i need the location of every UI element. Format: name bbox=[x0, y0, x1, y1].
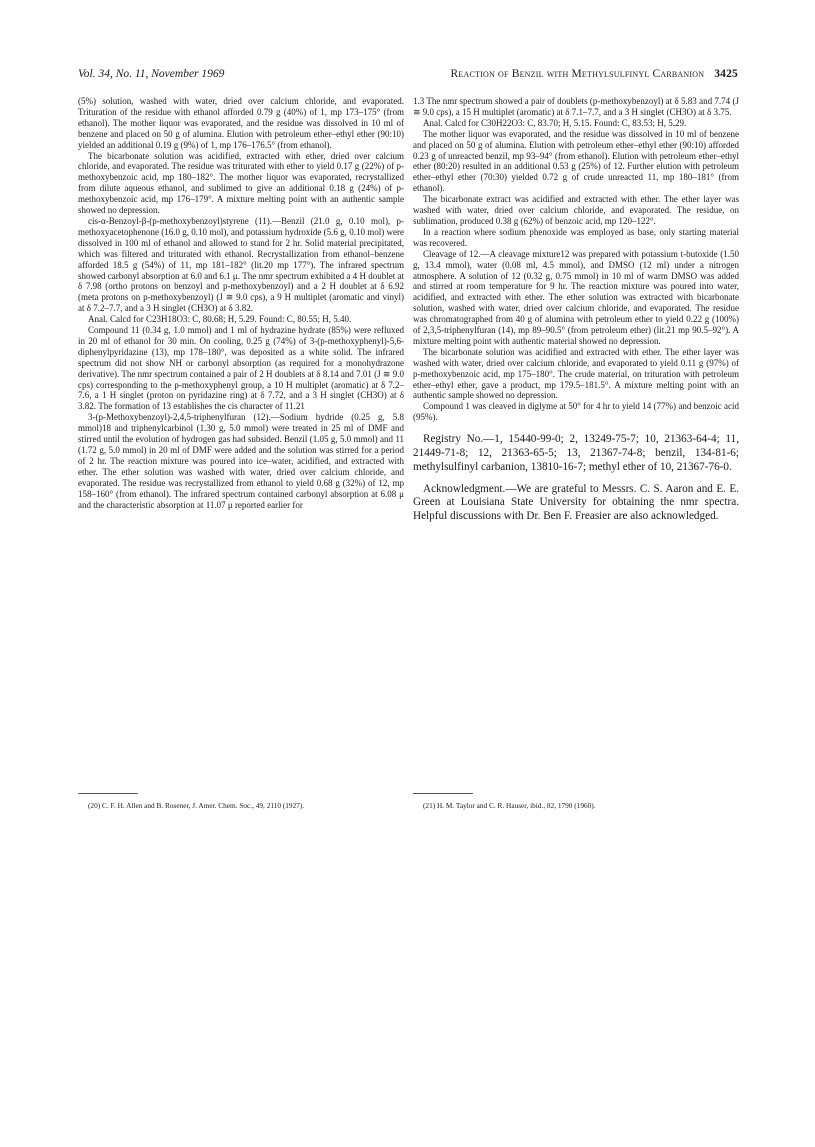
acknowledgment: Acknowledgment.—We are grateful to Messrs. C. S. Aaron and E. E. Green at Louisiana State University for obtaining the nmr spectra. Helpful discussions with Dr. Ben F. Freasier are also acknowledged. bbox=[413, 482, 739, 523]
paragraph: The mother liquor was evaporated, and the residue was dissolved in 10 ml of benzene and placed on 50 g of alumina. Elution with petroleum ether–ethyl ether (90:10) afforded 0.23 g of unreacted benzil, mp 93–94° (from ethanol). Elution with petroleum ether–ethyl ether (80:20) resulted in an additional 0.53 g (25%) of 12. Further elution with petroleum ether–ethyl ether (70:30) yielded 0.72 g of crude unreacted 11, mp 180–181° (from ethanol). bbox=[413, 128, 739, 194]
paragraph: (5%) solution, washed with water, dried over calcium chloride, and evaporated. Trituration of the residue with ethanol afforded 0.79 g (40%) of 1, mp 173–175° (from ethanol). The mother liquor was evaporated, and the residue was dissolved in 10 ml of benzene and placed on 50 g of alumina. Elution with petroleum ether–ethyl ether (90:10) yielded an additional 0.19 g (9%) of 1, mp 176–176.5° (from ethanol). bbox=[78, 96, 404, 150]
paragraph: Anal. Calcd for C23H18O3: C, 80.68; H, 5.29. Found: C, 80.55; H, 5.40. bbox=[88, 314, 352, 325]
footnote-divider bbox=[413, 793, 473, 794]
left-column bbox=[78, 96, 404, 510]
page-number: 3425 bbox=[714, 68, 738, 80]
paragraph: cis-α-Benzoyl-β-(p-methoxybenzoyl)styrene (11).—Benzil (21.0 g, 0.10 mol), p-methoxyacetophenone (16.0 g, 0.10 mol), and potassium hydroxide (5.6 g, 0.10 mol) were dissolved in 100 ml of ethanol and allowed to stand for 2 hr. Solid material precipitated, which was filtered and triturated with ethanol. Recrystallization from ethanol–benzene afforded 18.5 g (54%) of 11, mp 181–182° (lit.20 mp 177°). The infrared spectrum showed carbonyl absorption at 6.0 and 6.1 μ. The nmr spectrum exhibited a 4 H doublet at δ 7.98 (ortho protons on benzoyl and p-methoxybenzoyl) and a 2 H doublet at δ 6.92 (meta protons on p-methoxybenzoyl) (J ≅ 9.0 cps), a 9 H multiplet (aromatic and vinyl) at δ 7.2–7.7, and a 3 H singlet (CH3O) at δ 3.82. bbox=[78, 215, 404, 314]
journal-volume-info: Vol. 34, No. 11, November 1969 bbox=[78, 68, 225, 80]
paragraph: 3-(p-Methoxybenzoyl)-2,4,5-triphenylfuran (12).—Sodium hydride (0.25 g, 5.8 mmol)18 and triphenylcarbinol (1.30 g, 5.0 mmol) were treated in 25 ml of DMF and stirred until the evolution of hydrogen gas had subsided. Benzil (1.05 g, 5.0 mmol) and 11 (1.72 g, 5.0 mmol) in 20 ml of DMF were added and the solution was stirred for a period of 2 hr. The reaction mixture was poured into ice–water, acidified, and extracted with ether. The ether solution was washed with water, dried over calcium chloride, and evaporated. The residue was recrystallized from ethanol to yield 0.68 g (32%) of 12, mp 158–160° (from ethanol). The infrared spectrum contained carbonyl absorption at 6.08 μ and the characteristic absorption at 11.07 μ reported earlier for bbox=[78, 412, 404, 510]
paragraph: Anal. Calcd for C30H22O3: C, 83.70; H, 5.15. Found: C, 83.53; H, 5.29. bbox=[423, 117, 687, 128]
right-column bbox=[413, 96, 739, 524]
paragraph: The bicarbonate solution was acidified, extracted with ether, dried over calcium chloride, and evaporated. The residue was triturated with ether to yield 0.17 g (22%) of p-methoxybenzoic acid, mp 180–182°. The mother liquor was evaporated, recrystallized from dilute aqueous ethanol, and sublimed to give an additional 0.18 g (24%) of p-methoxybenzoic acid, mp 176–179°. A mixture melting point with an authentic sample showed no depression. bbox=[78, 150, 404, 216]
running-header bbox=[78, 68, 738, 84]
registry-numbers: Registry No.—1, 15440-99-0; 2, 13249-75-7; 10, 21363-64-4; 11, 21449-71-8; 12, 21363-65-5; 13, 21367-74-8; benzil, 134-81-6; methylsulfinyl carbanion, 13810-16-7; methyl ether of 10, 21367-76-0. bbox=[413, 433, 739, 473]
footnotes-left bbox=[78, 785, 404, 818]
paragraph: Compound 11 (0.34 g, 1.0 mmol) and 1 ml of hydrazine hydrate (85%) were refluxed in 20 ml of ethanol for 30 min. On cooling, 0.25 g (74%) of 3-(p-methoxyphenyl)-5,6-diphenylpyridazine (13), mp 178–180°, was deposited as a white solid. The infrared spectrum did not show NH or carbonyl absorption (as required for a monohydrazone derivative). The nmr spectrum contained a pair of 2 H doublets at δ 8.14 and 7.01 (J ≅ 9.0 cps) corresponding to the p-methoxyphenyl group, a 10 H multiplet (aromatic) at δ 7.2–7.6, a 1 H singlet (proton on pyridazine ring) at δ 7.72, and a 3 H singlet (CH3O) at δ 3.82. The formation of 13 establishes the cis character of 11.21 bbox=[78, 325, 404, 412]
paragraph: In a reaction where sodium phenoxide was employed as base, only starting material was recovered. bbox=[413, 226, 739, 248]
footnote: (21) H. M. Taylor and C. R. Hauser, ibid., 82, 1790 (1960). bbox=[423, 801, 596, 811]
paragraph: 1.3 The nmr spectrum showed a pair of doublets (p-methoxybenzoyl) at δ 5.83 and 7.74 (J ≅ 9.0 cps), a 15 H multiplet (aromatic) at δ 7.1–7.7, and a 3 H singlet (CH3O) at δ 3.75. bbox=[413, 96, 739, 117]
footnotes-right bbox=[413, 785, 739, 818]
paragraph: The bicarbonate extract was acidified and extracted with ether. The ether layer was washed with water, dried over calcium chloride, and evaporated. The residue, on sublimation, produced 0.38 g (62%) of benzoic acid, mp 120–122°. bbox=[413, 194, 739, 226]
paragraph: Cleavage of 12.—A cleavage mixture12 was prepared with potassium t-butoxide (1.50 g, 13.4 mmol), water (0.08 ml, 4.5 mmol), and DMSO (12 ml) under a nitrogen atmosphere. A solution of 12 (0.32 g, 0.75 mmol) in 10 ml of warm DMSO was added and stirred at room temperature for 9 hr. The reaction mixture was poured into water, acidified, and extracted with ether. The ether solution was extracted with bicarbonate solution, washed with water, dried over calcium chloride, and evaporated. The residue was chromatographed from 40 g of alumina with petroleum ether to yield 0.22 g (100%) of 2,3,5-triphenylfuran (14), mp 89–90.5° (from petroleum ether) (lit.21 mp 90.5–92°). A mixture melting point with authentic material showed no depression. bbox=[413, 248, 739, 346]
running-title-text: Reaction of Benzil with Methylsulfinyl Carbanion bbox=[450, 68, 705, 80]
paragraph: Compound 1 was cleaved in diglyme at 50° for 4 hr to yield 14 (77%) and benzoic acid (95%). bbox=[413, 401, 739, 423]
article-running-title bbox=[451, 68, 738, 80]
paragraph: The bicarbonate solution was acidified and extracted with ether. The ether layer was washed with water, dried over calcium chloride, and evaporated to yield 0.11 g (97%) of p-methoxybenzoic acid, mp 175–180°. The crude material, on trituration with petroleum ether–ethyl ether, gave a product, mp 179.5–181.5°. A mixture melting point with an authentic sample showed no depression. bbox=[413, 346, 739, 401]
footnote: (20) C. F. H. Allen and B. Rosener, J. Amer. Chem. Soc., 49, 2110 (1927). bbox=[88, 801, 305, 811]
footnote-divider bbox=[78, 793, 138, 794]
